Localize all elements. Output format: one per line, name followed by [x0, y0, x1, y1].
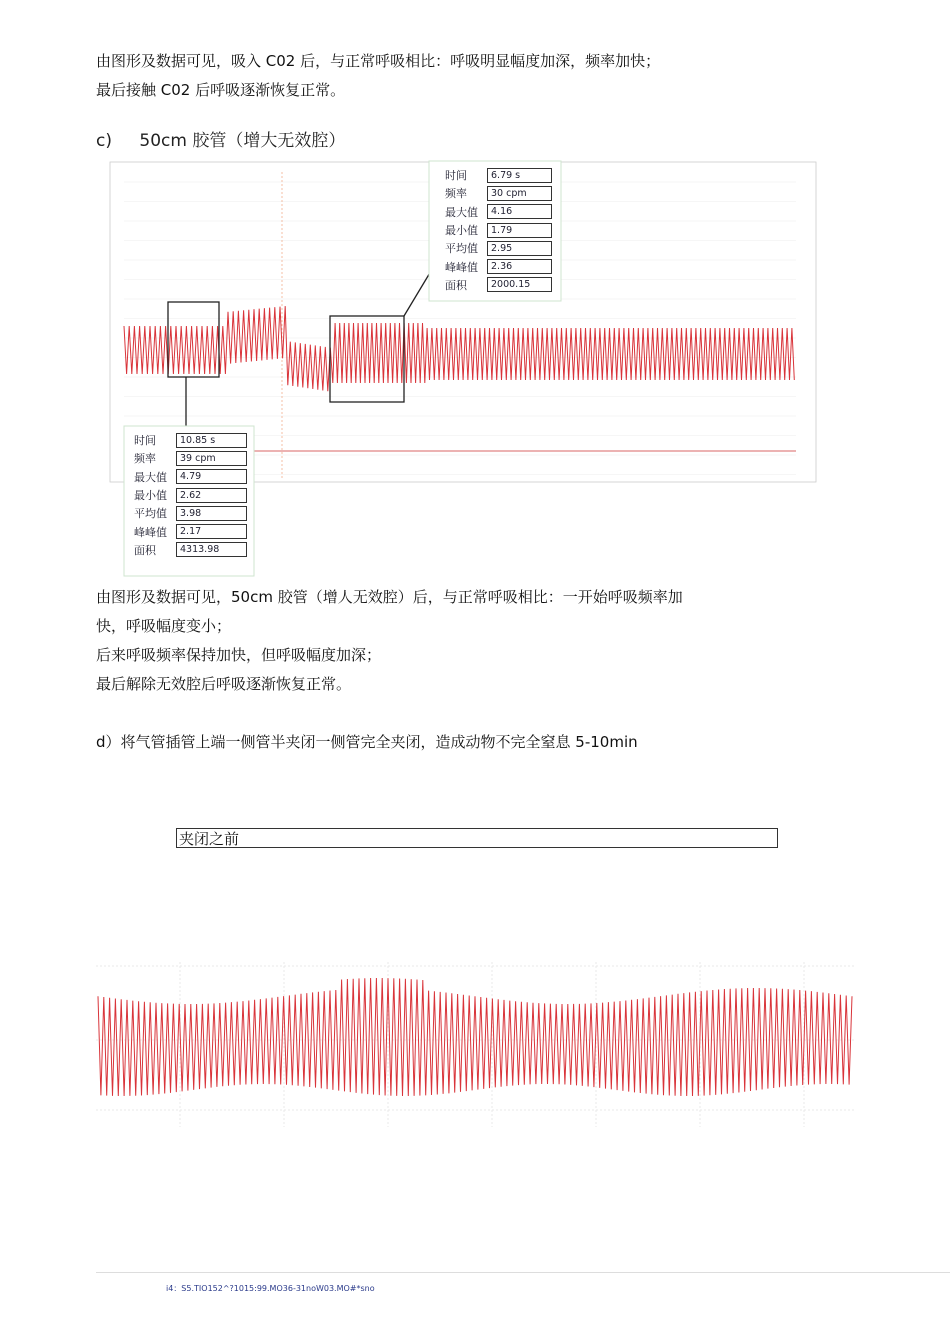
section-c-label: c): [96, 131, 112, 151]
stats-row: [134, 504, 247, 522]
footer-text: i4：S5.TIO152^?1015:99.MO36-31noW03.MO#*sno: [166, 1284, 375, 1293]
stats-label: 平均值: [445, 242, 478, 256]
stats-row: [445, 239, 552, 257]
stats-label: 最小值: [134, 489, 167, 503]
stats-value: 4.79: [176, 469, 247, 484]
stats-value: 2000.15: [487, 277, 552, 292]
footer-divider: [96, 1272, 950, 1273]
stats-label: 最小值: [445, 224, 478, 238]
stats-value: 6.79 s: [487, 168, 552, 183]
stats-row: [445, 166, 552, 184]
stats-label: 面积: [134, 543, 156, 557]
stats-label: 面积: [445, 278, 467, 292]
stats-label: 平均值: [134, 507, 167, 521]
stats-value: 4313.98: [176, 542, 247, 557]
section-d-heading: d）将气管插管上端一侧管半夹闭一侧管完全夹闭，造成动物不完全窒息 5-10min: [96, 733, 638, 751]
stats-row: [134, 468, 247, 486]
waveform-figure-before-clamp: [96, 962, 856, 1132]
paragraph-line: 后来呼吸频率保持加快，但呼吸幅度加深；: [96, 646, 382, 664]
stats-value: 3.98: [176, 506, 247, 521]
stats-value: 1.79: [487, 223, 552, 238]
stats-panel-lower: [134, 431, 247, 559]
stats-row: [134, 522, 247, 540]
stats-row: [445, 184, 552, 202]
stats-row: [445, 221, 552, 239]
stats-label: 最大值: [445, 205, 478, 219]
paragraph-line: 最后解除无效腔后呼吸逐渐恢复正常。: [96, 675, 352, 693]
before-clamp-label: 夹闭之前: [176, 828, 778, 848]
stats-row: [445, 276, 552, 294]
stats-row: [134, 486, 247, 504]
stats-label: 峰峰值: [134, 525, 167, 539]
stats-label: 时间: [134, 434, 156, 448]
stats-label: 最大值: [134, 470, 167, 484]
stats-label: 时间: [445, 169, 467, 183]
stats-value: 2.17: [176, 524, 247, 539]
stats-label: 峰峰值: [445, 260, 478, 274]
section-c-title: 50cm 胶管（增大无效腔）: [139, 131, 346, 151]
stats-value: 10.85 s: [176, 433, 247, 448]
stats-label: 频率: [134, 452, 156, 466]
stats-row: [134, 431, 247, 449]
paragraph-line: 由图形及数据可见，50cm 胶管（增人无效腔）后，与正常呼吸相比：一开始呼吸频率加: [96, 588, 683, 606]
paragraph-line: 快，呼吸幅度变小；: [96, 617, 232, 635]
stats-label: 频率: [445, 187, 467, 201]
stats-row: [134, 541, 247, 559]
stats-panel-upper: [445, 166, 552, 294]
stats-row: [445, 203, 552, 221]
stats-value: 2.62: [176, 488, 247, 503]
stats-value: 4.16: [487, 204, 552, 219]
stats-row: [134, 449, 247, 467]
stats-row: [445, 257, 552, 275]
stats-value: 39 cpm: [176, 451, 247, 466]
paragraph-line: 由图形及数据可见，吸入 C02 后，与正常呼吸相比：呼吸明显幅度加深，频率加快；: [96, 52, 661, 70]
stats-value: 2.95: [487, 241, 552, 256]
stats-value: 30 cpm: [487, 186, 552, 201]
section-c-heading: [96, 126, 345, 151]
stats-value: 2.36: [487, 259, 552, 274]
paragraph-line: 最后接触 C02 后呼吸逐渐恢复正常。: [96, 81, 346, 99]
